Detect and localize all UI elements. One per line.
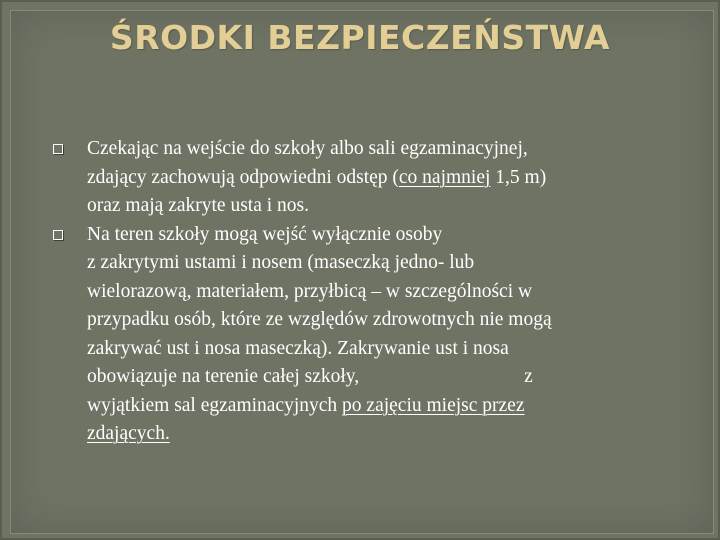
bullet2-line2: z zakrytymi ustami i nosem (maseczką jedno- lub [87,252,475,273]
square-bullet-icon [53,230,63,240]
bullet2-line5: zakrywać ust i nosa maseczką). Zakrywanie ust i nosa [87,337,509,359]
bullet2-line6-b: z [524,366,533,387]
bullet1-line2 [87,164,642,193]
bullet1-line2-a: zdający zachowują odpowiedni odstęp ( [87,166,399,188]
bullet2-line6-a: obowiązuje na terenie całej szkoły, [87,366,360,387]
bullet2-line7-underlined: po zajęciu miejsc przez [342,394,525,416]
bullet1-line3: oraz mają zakryte usta i nos. [87,195,309,216]
bullet2-line7-a: wyjątkiem sal egzaminacyjnych [87,394,343,416]
bullet2-line7 [87,392,642,421]
bullet1-line2-b: 1,5 m) [490,166,547,188]
bullet-item-masks [52,221,642,449]
bullet2-line4: przypadku osób, które ze względów zdrowotnych nie mogą [87,309,552,330]
bullet2-line8-underlined: zdających. [87,423,170,444]
bullet2-line1: Na teren szkoły mogą wejść wyłącznie osoby [87,223,443,245]
bullet-item-distance [52,135,642,221]
bullet2-line3: wielorazową, materiałem, przyłbicą – w szczególności w [87,280,533,302]
bullet2-line8 [87,420,642,449]
bullet1-line2-underlined: co najmniej [398,166,491,188]
bullet-list [52,135,642,449]
bullet1-line1: Czekając na wejście do szkoły albo sali egzaminacyjnej, [87,138,528,159]
slide-title: ŚRODKI BEZPIECZEŃSTWA [109,18,611,57]
bullet2-line6 [87,363,642,392]
square-bullet-icon [53,144,63,154]
